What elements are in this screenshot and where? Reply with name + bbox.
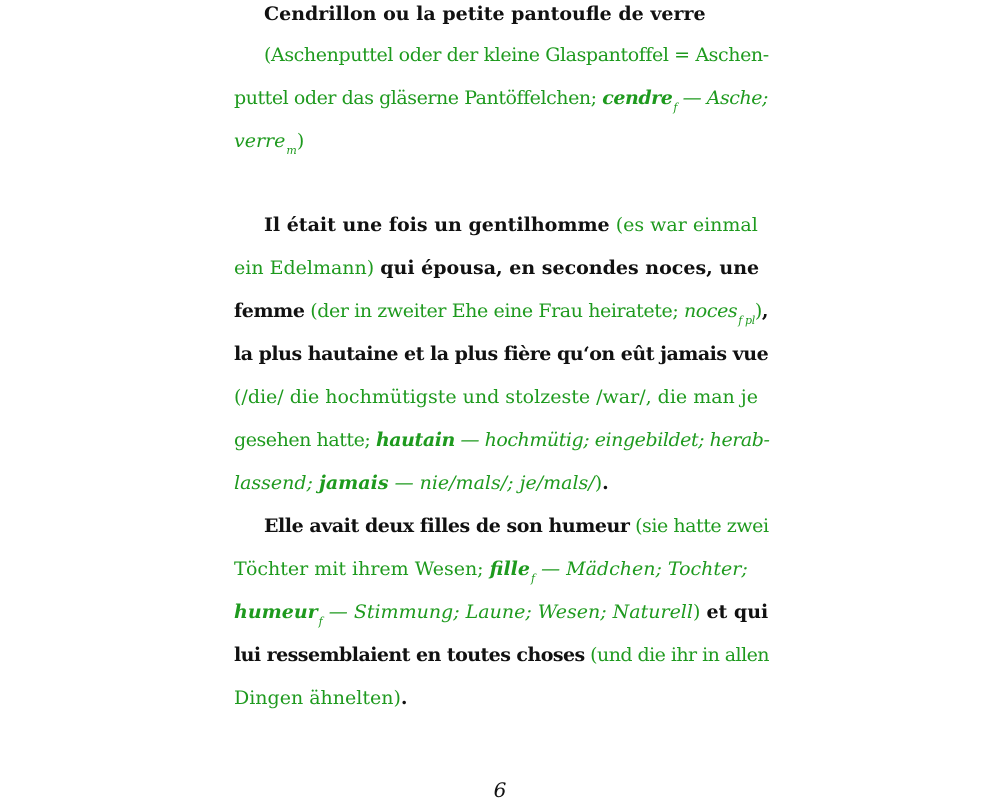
title-gloss-cont: puttel oder das gläserne Pantöffelchen;	[234, 87, 597, 109]
keyword-cendre: cendre	[602, 87, 673, 109]
para1-period: .	[602, 472, 609, 494]
keyword-verre-gender: m	[286, 144, 297, 157]
para2-period: .	[400, 687, 408, 709]
para1-gloss3-close: )	[594, 472, 603, 494]
para1-line-5	[234, 382, 768, 412]
title-line-4	[234, 126, 768, 156]
keyword-hautain-definition-cont: lassend;	[234, 472, 313, 494]
page-number: 6	[493, 778, 507, 802]
keyword-humeur-definition: — Stimmung; Laune; Wesen; Naturell	[328, 601, 693, 623]
title-line-2	[234, 40, 768, 70]
keyword-verre: verre	[234, 130, 286, 152]
keyword-fille: fille	[489, 558, 530, 580]
title-gloss: (Aschenputtel oder der kleine Glaspantoffel = Aschen-	[264, 44, 769, 66]
para2-gloss1-close: )	[692, 601, 701, 623]
para2-gloss1: (sie hatte zwei	[635, 515, 769, 537]
para1-gloss3-cont: gesehen hatte;	[234, 429, 371, 451]
para2-line-1	[234, 511, 768, 541]
para1-line-4	[234, 339, 768, 369]
para2-sentence2: et qui	[706, 601, 769, 623]
para1-comma: ,	[761, 300, 769, 322]
keyword-noces: noces	[683, 300, 738, 322]
keyword-cendre-definition: — Asche;	[682, 87, 769, 109]
para2-line-3	[234, 597, 768, 627]
keyword-cendre-gender: f	[673, 101, 677, 114]
para1-line-6	[234, 425, 768, 455]
para2-line-5	[234, 683, 768, 713]
para2-gloss2-cont: Dingen ähnelten	[234, 687, 394, 709]
para1-sentence3: la plus hautaine et la plus fière qu‘on eût jamais vue	[234, 343, 769, 365]
para2-gloss2-close: )	[393, 687, 401, 709]
para2-sentence1: Elle avait deux filles de son humeur	[264, 515, 630, 537]
para1-gloss1: (es war einmal	[615, 214, 758, 236]
title-gloss-close: )	[296, 130, 305, 152]
keyword-jamais-definition: — nie/mals/; je/mals/	[394, 472, 595, 494]
para2-gloss2: (und die ihr in allen	[590, 644, 769, 666]
para2-sentence2-cont: lui ressemblaient en toutes choses	[234, 644, 585, 666]
keyword-humeur: humeur	[234, 601, 318, 623]
keyword-fille-definition: — Mädchen; Tochter;	[541, 558, 748, 580]
title-line-3	[234, 83, 768, 113]
para1-sentence1: Il était une fois un gentilhomme	[264, 214, 610, 236]
keyword-hautain: hautain	[375, 429, 455, 451]
para1-line-2	[234, 253, 768, 283]
para2-gloss1-cont: Töchter mit ihrem Wesen;	[234, 558, 484, 580]
para1-line-1	[234, 210, 768, 240]
para1-gloss2-close: )	[754, 300, 762, 322]
keyword-noces-gender: f pl	[738, 314, 755, 327]
para1-gloss3: (/die/ die hochmütigste und stolzeste /war/, die man je	[234, 386, 758, 408]
title-line-1	[234, 0, 798, 29]
keyword-jamais: jamais	[319, 472, 389, 494]
keyword-fille-gender: f	[530, 572, 536, 585]
para1-gloss1-cont: ein Edelmann)	[234, 257, 375, 279]
para1-sentence2-cont: femme	[234, 300, 305, 322]
para1-gloss2: (der in zweiter Ehe eine Frau heiratete;	[310, 300, 679, 322]
book-title: Cendrillon ou la petite pantoufle de verre	[264, 3, 706, 25]
keyword-humeur-gender: f	[318, 615, 323, 628]
para1-sentence2: qui épousa, en secondes noces, une	[380, 257, 760, 279]
para2-line-4	[234, 640, 768, 670]
para1-line-3	[234, 296, 768, 326]
para2-line-2	[234, 554, 768, 584]
keyword-hautain-definition: — hochmütig; eingebildet; herab-	[460, 429, 770, 451]
para1-line-7	[234, 468, 768, 498]
